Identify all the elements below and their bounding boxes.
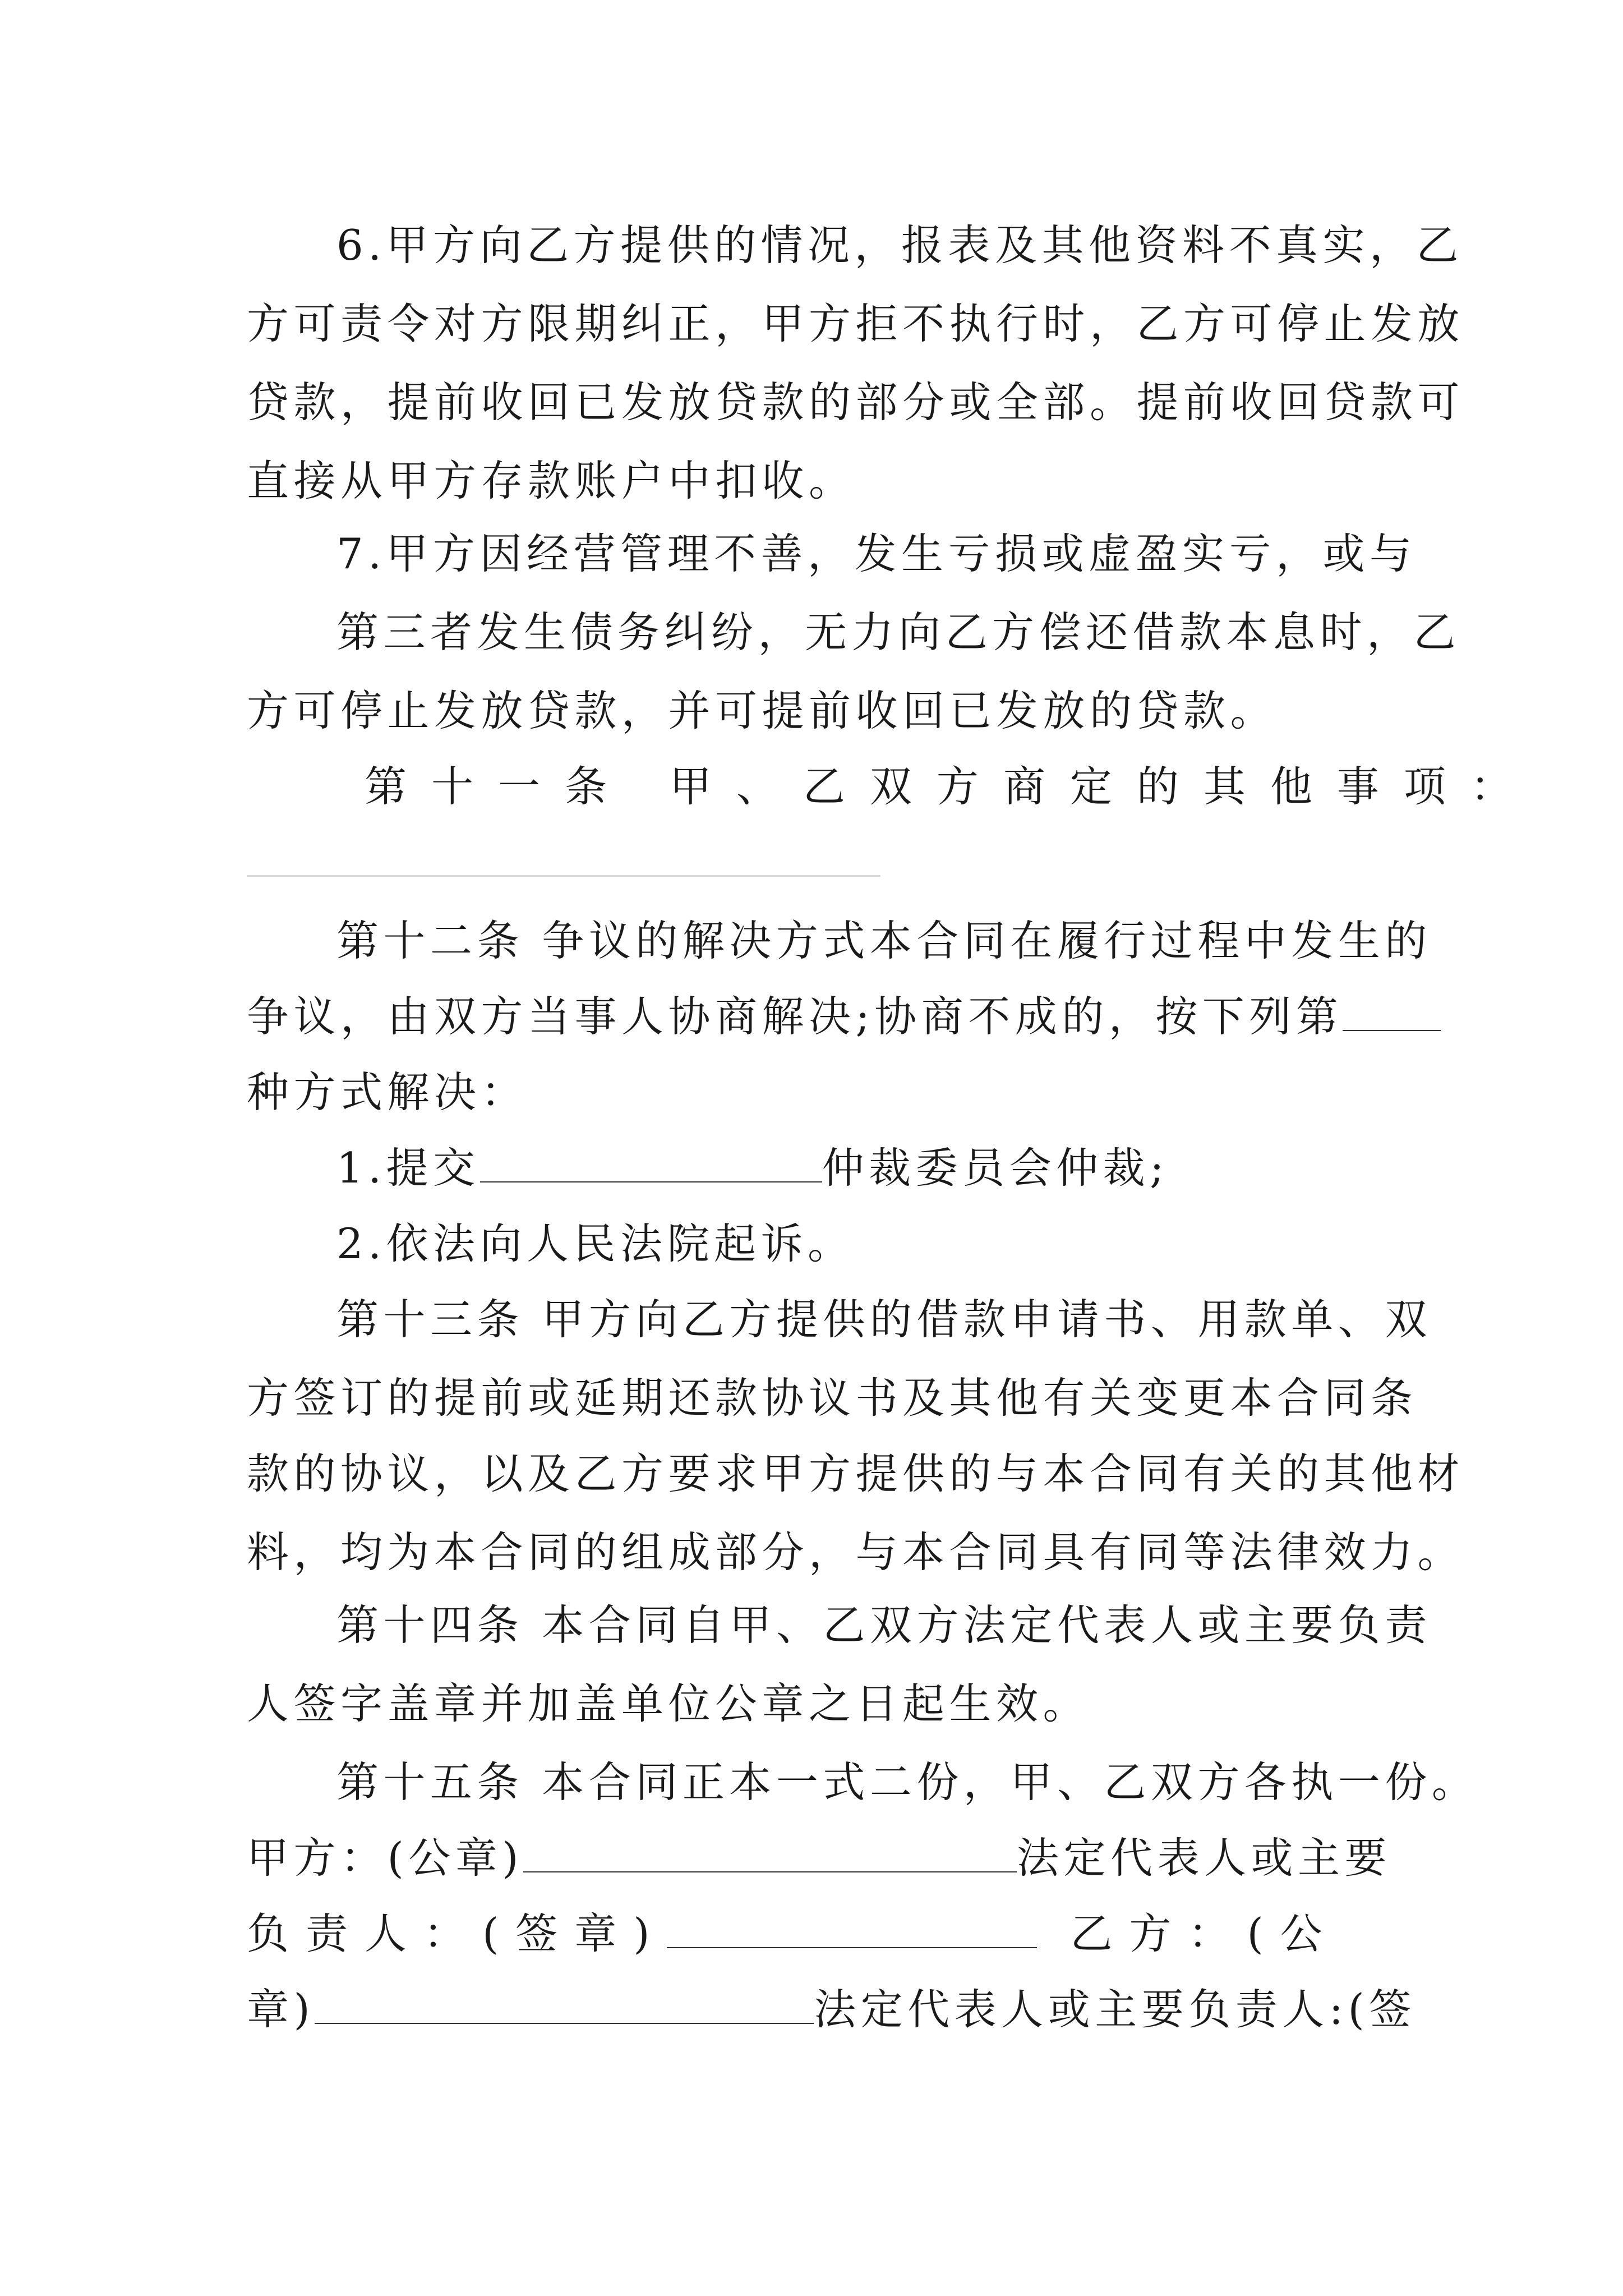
arbitration-option [336,1143,1469,1193]
signature-line-1 [247,1833,1392,1883]
party-a-seal-label: 甲方：(公章) [247,1833,524,1883]
article-12-line-3: 种方式解决： [247,1068,528,1117]
method-number-blank [1343,996,1441,1031]
article-12-line-1: 第十二条 争议的解决方式本合同在履行过程中发生的 [336,916,1432,965]
clause-6-line-1: 6.甲方向乙方提供的情况，报表及其他资料不真实，乙 [336,220,1464,270]
clause-7-line-2: 第三者发生债务纠纷，无力向乙方偿还借款本息时，乙 [336,608,1461,657]
article-12-line-2-text: 争议，由双方当事人协商解决;协商不成的，按下列第 [247,992,1343,1041]
article-11-heading: 第十一条 甲、乙双方商定的其他事项： [365,762,1537,811]
signature-line-3 [247,1985,1416,2034]
party-a-rep-sign-blank [667,1913,1037,1948]
party-b-seal-label: 乙方：(公 [1070,1909,1339,1958]
article-13-line-1: 第十三条 甲方向乙方提供的借款申请书、用款单、双 [336,1295,1432,1344]
arbitration-commission-blank [480,1148,822,1182]
clause-7-line-1: 7.甲方因经营管理不善，发生亏损或虚盈实亏，或与 [336,529,1417,578]
party-b-rep-label: 法定代表人或主要负责人:(签 [814,1985,1416,2034]
article-11-blank-line [247,875,880,877]
article-14-line-2: 人签字盖章并加盖单位公章之日起生效。 [247,1679,1090,1728]
article-13-line-2: 方签订的提前或延期还款协议书及其他有关变更本合同条 [247,1373,1418,1423]
article-13-line-3: 款的协议，以及乙方要求甲方提供的与本合同有关的其他材 [247,1449,1465,1498]
clause-6-line-4: 直接从甲方存款账户中扣收。 [247,456,856,505]
arbitration-option-prefix: 1.提交 [336,1143,480,1193]
litigation-option: 2.依法向人民法院起诉。 [336,1219,855,1268]
signature-line-2 [247,1909,1380,1958]
clause-7-line-3: 方可停止发放贷款，并可提前收回已发放的贷款。 [247,686,1278,735]
party-a-seal-blank [523,1838,1017,1872]
clause-6-line-3: 贷款，提前收回已发放贷款的部分或全部。提前收回贷款可 [247,378,1465,427]
article-12-line-2 [247,992,1380,1041]
article-14-line-1: 第十四条 本合同自甲、乙双方法定代表人或主要负责 [336,1600,1432,1650]
party-b-seal-label-end: 章) [247,1985,315,2034]
arbitration-option-suffix: 仲裁委员会仲裁; [822,1143,1169,1193]
article-13-line-4: 料，均为本合同的组成部分，与本合同具有同等法律效力。 [247,1527,1465,1577]
party-a-rep-label: 法定代表人或主要 [1017,1833,1392,1883]
clause-6-line-2: 方可责令对方限期纠正，甲方拒不执行时，乙方可停止发放 [247,299,1465,348]
party-b-seal-blank [315,1989,814,2024]
article-15-line: 第十五条 本合同正本一式二份，甲、乙双方各执一份。 [336,1757,1479,1807]
party-a-rep-sign-label: 负责人：(签章) [247,1909,667,1958]
